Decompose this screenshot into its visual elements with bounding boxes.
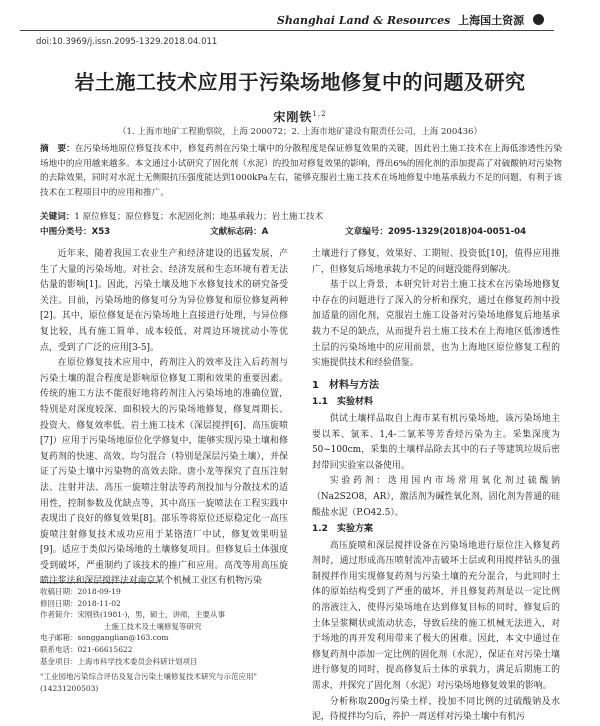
right-column bbox=[312, 247, 560, 726]
author-email: 电子邮箱：songganglian@163.com bbox=[40, 633, 169, 643]
journal-logo-icon bbox=[533, 14, 544, 25]
intro-paragraph-1: 近年来，随着我国工农业生产和经济建设的迅猛发展，产生了大量的污染场地。对社会、经济发展和生态环境有着无法估量的影响[1]。因此，污染土壤及地下水修复技术的研究备受关注。目前，污染场地的修复可分为异位修复和原位修复两种[2]。其中，原位修复是在污染场地上直接进行处理，与异位修复比较，具有施工简单、成本较低、对周边环境扰动小等优点，受到了广泛的应用[3-5]。 bbox=[40, 249, 288, 353]
clc-number: 中图分类号：X53 bbox=[40, 227, 111, 237]
keywords-label: 关键词： bbox=[40, 212, 75, 222]
abstract bbox=[40, 142, 562, 200]
affiliation: （1. 上海市地矿工程勘察院，上海 200072；2. 上海市地矿建设有限责任公司，上海 200436） bbox=[118, 127, 482, 137]
article-number: 文章编号：2095-1329(2018)04-0051-04 bbox=[345, 227, 527, 237]
subsection-heading-plan: 1.2 实验方案 bbox=[312, 524, 373, 535]
journal-header bbox=[277, 12, 544, 28]
article-title: 岩土施工技术应用于污染场地修复中的问题及研究 bbox=[74, 70, 526, 94]
author-bio-cont: 土施工技术及土壤修复等研究 bbox=[104, 621, 202, 631]
plan-paragraph: 高压旋喷和深层搅拌设备在污染场地进行原位注入修复药剂时，通过形成高压喷射流冲击破坏土层或利用搅拌钻头的强制搅拌作用实现修复药剂与污染土壤的充分混合，与此同时土体的原始结构受到了严重的破坏，并且修复药剂是以一定比例的溶液注入，使得污染场地在达到修复目标的同时，修复后的土体呈浆糊状或流动状态，导致后续的施工机械无法进入，对于场地的再开发利用带来了极大的困难。因此，本文中通过在修复药剂中添加一定比例的固化剂（水泥），保证在对污染土壤进行修复的同时，提高修复后土体的承载力，满足后期施工的需求，并探究了固化剂（水泥）对污染场地修复效果的影响。 bbox=[312, 540, 560, 692]
project-title: "工业园地污染综合评估及复合污染土壤修复技术研究与示范应用"(14231200503) bbox=[40, 672, 257, 693]
journal-name-cn: 上海国土资源 bbox=[458, 14, 525, 27]
header-rule bbox=[20, 30, 554, 31]
intro-paragraph-3: 土壤进行了修复，效果好、工期短、投资低[10]，值得应用推广，但修复后场地承载力不足的问题没能得到解决。 bbox=[312, 249, 560, 275]
footnote-rule bbox=[40, 582, 158, 583]
author-name: 宋刚铁 bbox=[273, 110, 313, 124]
author-sup: 1,2 bbox=[312, 110, 327, 118]
author bbox=[0, 108, 600, 125]
plan-paragraph-2: 分析称取200g污染土样，投加不同比例的过硫酸钠及水泥，待搅拌均匀后，养护一周送样对污染土壤中有机污 bbox=[312, 696, 560, 723]
author-phone: 联系电话：021-66615622 bbox=[40, 644, 133, 654]
footnote bbox=[40, 586, 288, 694]
author-bio: 作者简介：宋刚铁(1981-)，男，硕士，讲师，主要从事 bbox=[40, 610, 225, 620]
left-column bbox=[40, 247, 288, 590]
subsection-heading-materials: 1.1 实验材料 bbox=[312, 397, 373, 408]
reagents-paragraph: 实验药剂：选用国内市场常用氧化剂过硫酸钠（Na2S2O8，AR），激活剂为碱性氧化剂，固化剂为普通的硅酸盐水泥（P.O42.5）。 bbox=[312, 476, 560, 518]
materials-paragraph: 供试土壤样品取自上海市某有机污染场地，该污染场地主要以苯、氯苯、1,4-二氯苯等芳香烃污染为主。采集深度为50~100cm，采集的土壤样品除去其中的石子等建筑垃圾后密封带回实验室以备使用。 bbox=[312, 413, 560, 471]
intro-paragraph-2: 在原位修复技术应用中，药剂注入的效率及注入后药剂与污染土壤的混合程度是影响原位修复工期和效果的重要因素。传统的施工方法不能很好地将药剂注入污染场地的准确位置，特别是对深度较深、面积较大的污染场地修复，修复周期长、投资大、修复效率低。岩土施工技术（深层搅拌[6]、高压旋喷[7]）应用于污染场地原位化学修复中，能够实现污染土壤和修复药剂的快速、高效、均匀混合（特别是深层污染土壤），并保证了污染土壤中污染物的高效去除。唐小龙等探究了直压注射法、注射井法、高压一旋喷注射法等药剂投加与分散技术的适用性，控制参数及优缺点等，其中高压一旋喷法在工程实践中表现出了良好的修复效果[8]。邵乐等将原位还原稳定化一高压旋喷注射修复技术成功应用于某铬渣厂中试，修复效果明显[9]。适应于类似污染场地的土壤修复项目。但修复后土体强度受到破坏，严重制约了该技术的推广和应用。高茂等用高压旋喷注浆法和深层搅拌法对南京某个机械工业区有机物污染 bbox=[40, 358, 288, 587]
document-code: 文献标志码：A bbox=[210, 227, 269, 237]
keywords bbox=[40, 210, 562, 222]
received-date: 收稿日期：2018-09-19 bbox=[40, 587, 121, 596]
revised-date: 修回日期：2018-11-02 bbox=[40, 598, 121, 608]
intro-paragraph-4: 基于以上背景，本研究针对岩土施工技术在污染场地修复中存在的问题进行了深入的分析和探究，通过在修复药剂中投加适量的固化剂，克服岩土施工设备对污染场地修复后地基承载力不足的缺点，从而提升岩土施工技术在上海地区低渗透性土层的污染场地中的应用前景，也为上海地区原位修复工程的实施提供技术和经验借鉴。 bbox=[312, 280, 560, 369]
fund-project: 基金项目：上海市科学技术委员会科研计划项目 bbox=[40, 656, 198, 666]
keywords-text: 1 原位修复；原位修复；水泥固化剂；地基承载力；岩土施工技术 bbox=[74, 212, 324, 222]
journal-name-en: Shanghai Land & Resources bbox=[276, 14, 451, 27]
doi: doi:10.3969/j.issn.2095-1329.2018.04.011 bbox=[36, 37, 218, 47]
abstract-label: 摘 要： bbox=[40, 144, 75, 154]
abstract-text: 在污染场地原位修复技术中，修复药剂在污染土壤中的分散程度是保证修复效果的关键，因此岩土施工技术在上海低渗透性污染场地中的应用越来越多。本文通过小试研究了固化剂（水泥）的投加对修复效果的影响，得出6%的固化剂的添加提高了对硫酸钠对污染物的去除效果，同时对水泥土无侧限抗压强度能达到1000kPa左右，能够克服岩土施工技术在场地修复中地基承载力不足的问题，有利于该技术在工程项目中的应用和推广。 bbox=[40, 144, 562, 198]
section-heading-materials: 1 材料与方法 bbox=[312, 379, 379, 391]
